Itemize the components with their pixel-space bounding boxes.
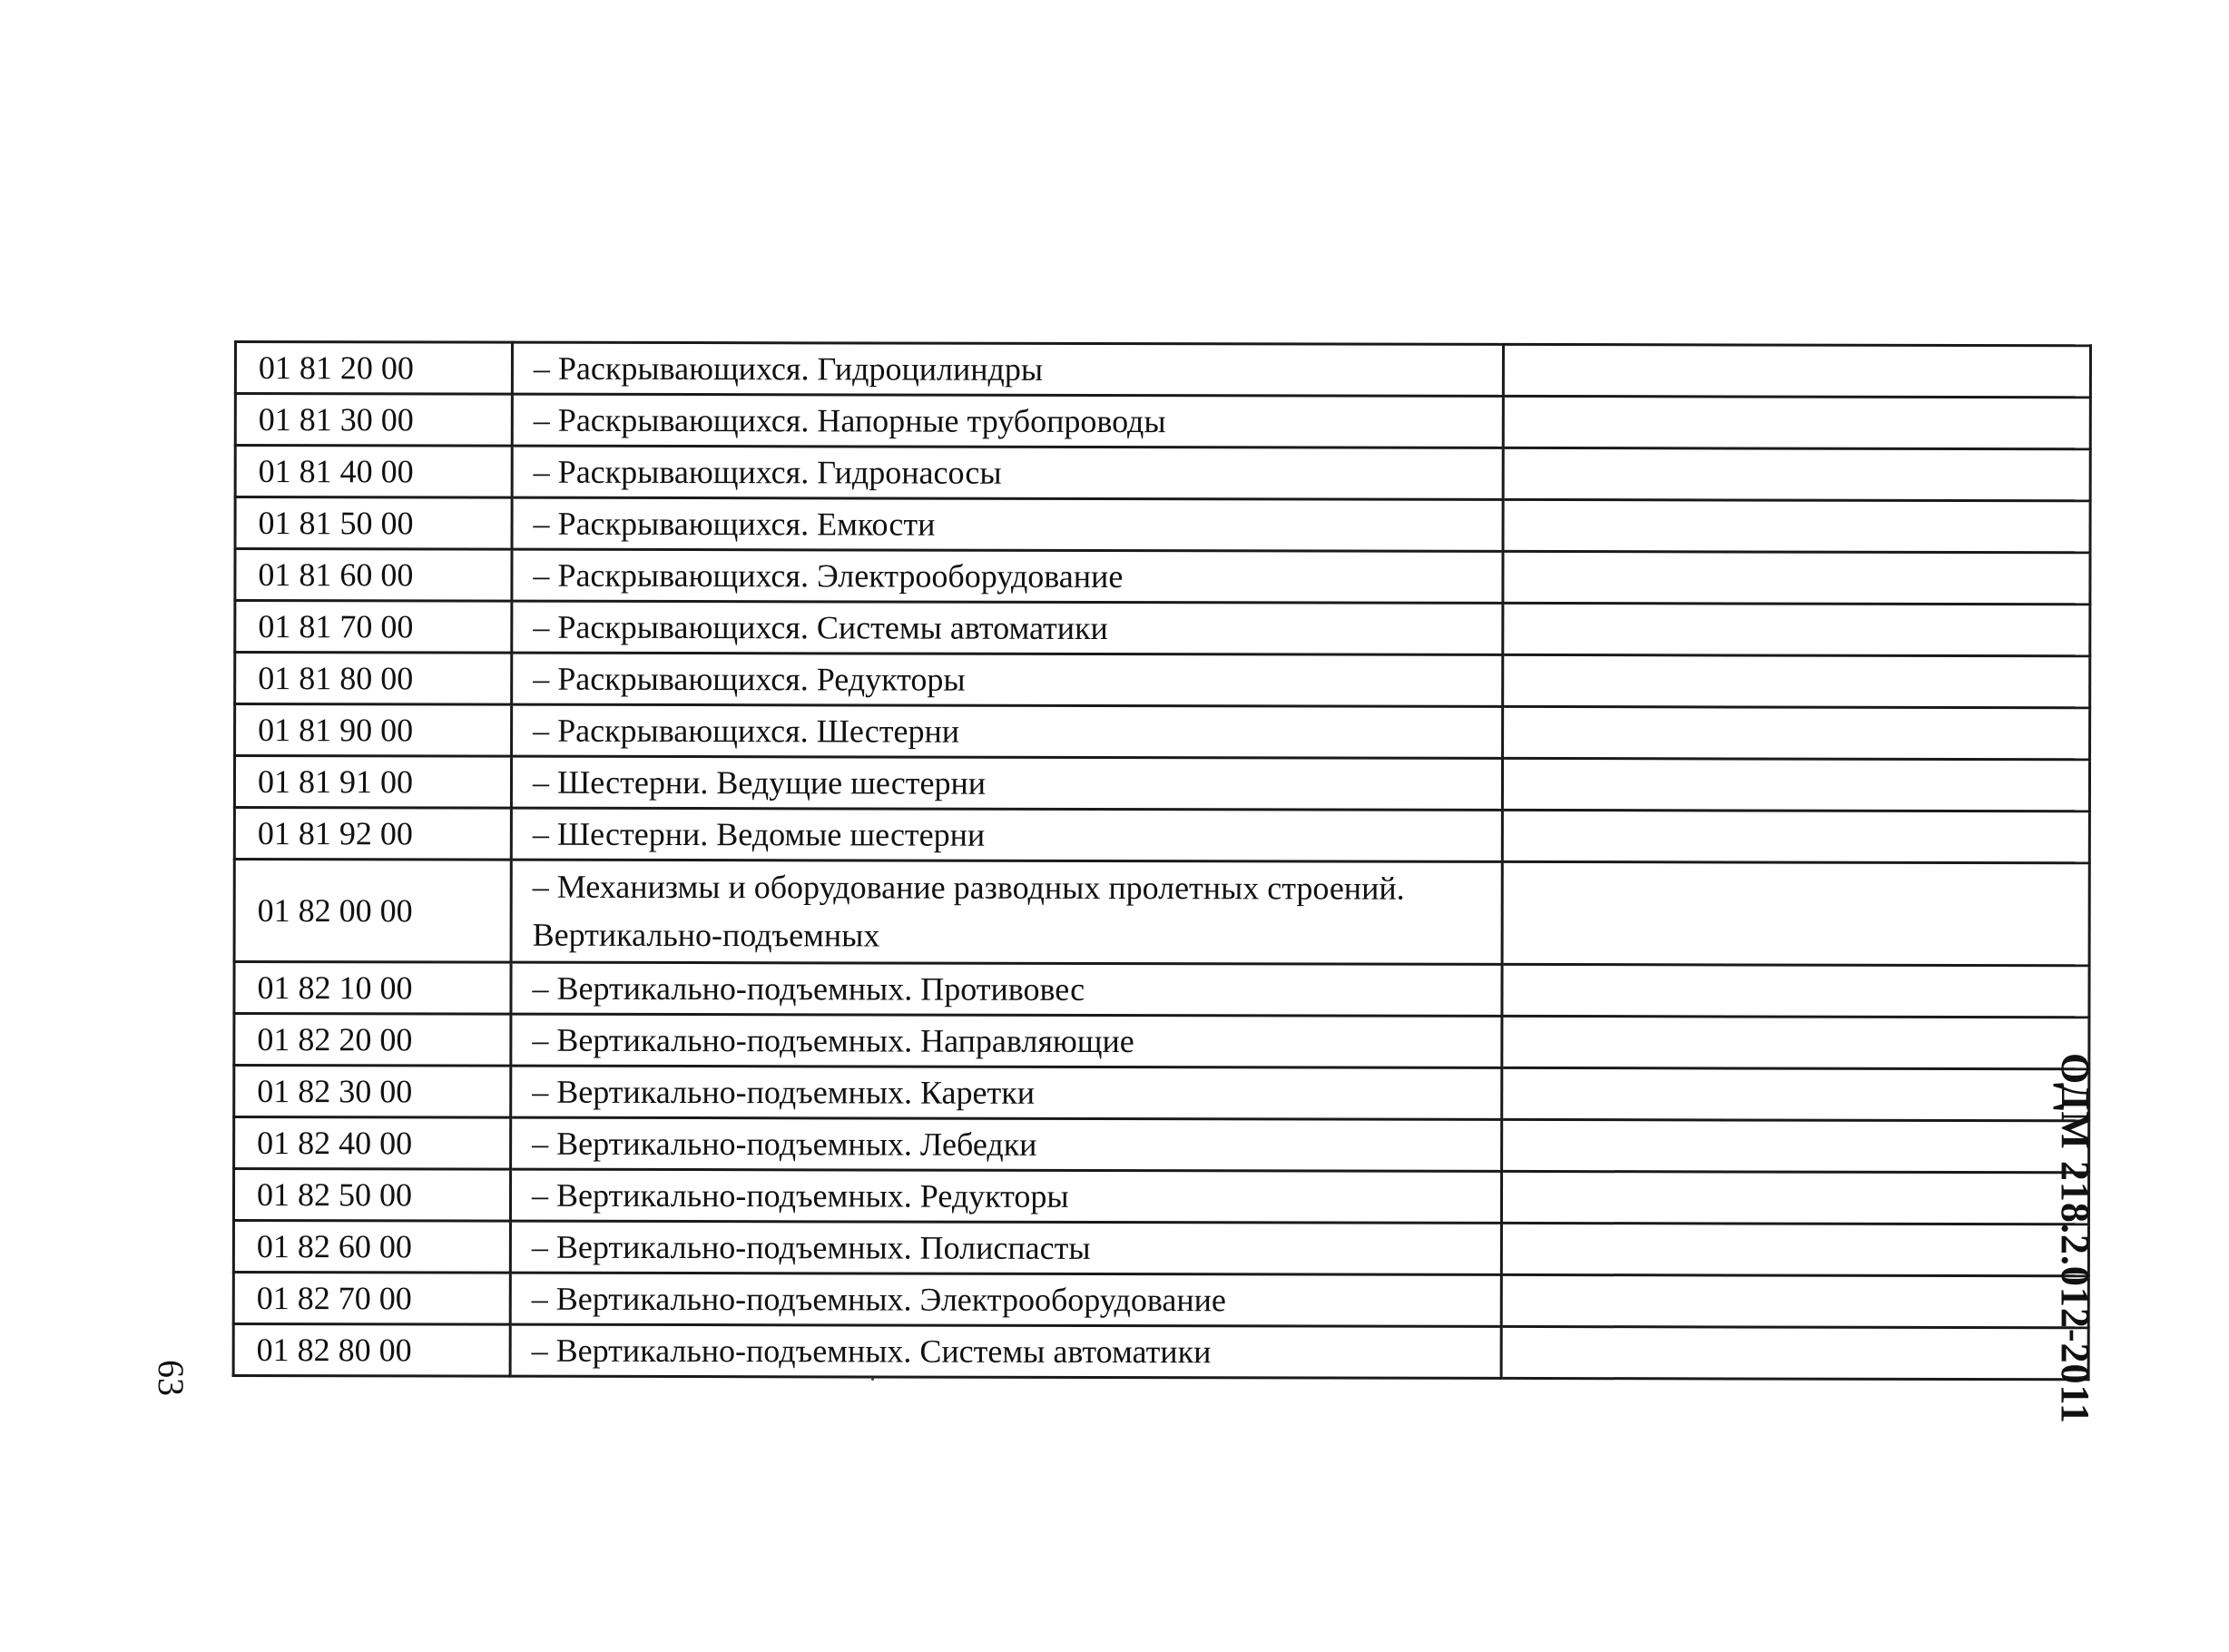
table-row (235, 653, 2090, 708)
code-cell: 01 81 40 00 (235, 446, 512, 498)
description-cell: – Вертикально-подъемных. Редукторы (510, 1169, 1501, 1223)
note-cell (1503, 447, 2090, 500)
table-row (235, 497, 2090, 553)
code-cell: 01 81 92 00 (234, 808, 511, 860)
description-cell: – Шестерни. Ведомые шестерни (511, 808, 1502, 861)
note-cell (1502, 1016, 2089, 1068)
table-row (233, 1169, 2088, 1224)
description-cell: – Раскрывающихся. Шестерни (512, 704, 1503, 758)
description-cell: – Вертикально-подъемных. Направляющие (511, 1014, 1502, 1067)
note-cell (1502, 1067, 2089, 1120)
table-row (234, 756, 2089, 811)
note-cell (1502, 758, 2089, 811)
table-row (234, 1066, 2089, 1121)
note-cell (1502, 861, 2089, 965)
code-cell: 01 82 50 00 (233, 1169, 510, 1222)
note-cell (1501, 1171, 2088, 1224)
description-cell: – Раскрывающихся. Напорные трубопроводы (512, 394, 1503, 447)
table-row (234, 808, 2089, 863)
note-cell (1502, 964, 2089, 1017)
code-cell: 01 81 20 00 (235, 342, 512, 395)
description-cell: – Раскрывающихся. Электрооборудование (512, 549, 1503, 603)
code-cell: 01 82 80 00 (233, 1324, 510, 1377)
table-row (235, 394, 2090, 449)
description-cell: – Вертикально-подъемных. Каретки (511, 1066, 1502, 1119)
description-cell: – Вертикально-подъемных. Лебедки (511, 1117, 1502, 1171)
table-row (234, 860, 2089, 966)
note-cell (1501, 1223, 2088, 1275)
code-cell: 01 82 30 00 (234, 1066, 511, 1118)
note-cell (1502, 810, 2089, 862)
description-cell: – Вертикально-подъемных. Системы автоматики (510, 1324, 1501, 1378)
code-cell: 01 82 20 00 (234, 1014, 511, 1067)
table-row (235, 704, 2090, 760)
document-code: ОДМ 218.2.012-2011 (2053, 1053, 2097, 1425)
code-cell: 01 82 00 00 (234, 860, 511, 963)
code-cell: 01 82 40 00 (234, 1117, 511, 1170)
description-cell: – Раскрывающихся. Системы автоматики (512, 601, 1503, 654)
table-row (234, 1117, 2089, 1173)
table-row (235, 342, 2090, 398)
description-cell: – Раскрывающихся. Емкости (512, 497, 1503, 551)
code-cell: 01 81 90 00 (235, 704, 512, 757)
code-cell: 01 81 50 00 (235, 497, 512, 550)
description-cell: – Раскрывающихся. Редукторы (512, 653, 1503, 706)
code-cell: 01 81 80 00 (235, 653, 512, 705)
classification-table-body (233, 342, 2090, 1380)
description-cell: – Вертикально-подъемных. Противовес (511, 962, 1502, 1016)
scan-speck (871, 1378, 874, 1381)
code-cell: 01 81 70 00 (235, 601, 512, 654)
code-cell: 01 82 60 00 (233, 1221, 510, 1273)
note-cell (1501, 1274, 2088, 1327)
code-cell: 01 81 91 00 (234, 756, 511, 809)
code-cell: 01 81 30 00 (235, 394, 512, 447)
table-row (235, 549, 2090, 605)
table-row (235, 446, 2090, 501)
note-cell (1503, 551, 2090, 604)
note-cell (1503, 396, 2090, 448)
code-cell: 01 81 60 00 (235, 549, 512, 602)
table-row (234, 1014, 2089, 1069)
table-row (233, 1221, 2088, 1276)
page-number: 63 (151, 1360, 191, 1396)
description-cell: – Механизмы и оборудование разводных пролетных строений. Вертикально-подъемных (511, 860, 1502, 964)
table-row (234, 962, 2089, 1018)
note-cell (1503, 499, 2090, 552)
table-row (233, 1273, 2088, 1328)
description-cell: – Шестерни. Ведущие шестерни (511, 756, 1502, 810)
classification-table (232, 340, 2092, 1381)
code-cell: 01 82 70 00 (233, 1273, 510, 1325)
note-cell (1501, 1326, 2088, 1379)
note-cell (1503, 654, 2090, 707)
description-cell: – Вертикально-подъемных. Электрооборудование (510, 1273, 1501, 1326)
description-cell: – Вертикально-подъемных. Полиспасты (510, 1221, 1501, 1274)
note-cell (1502, 1119, 2089, 1172)
note-cell (1503, 344, 2090, 397)
description-cell: – Раскрывающихся. Гидронасосы (512, 446, 1503, 499)
table-row (233, 1324, 2088, 1380)
note-cell (1503, 603, 2090, 655)
note-cell (1503, 706, 2090, 759)
code-cell: 01 82 10 00 (234, 962, 511, 1015)
table-row (235, 601, 2090, 656)
description-cell: – Раскрывающихся. Гидроцилиндры (512, 342, 1503, 396)
